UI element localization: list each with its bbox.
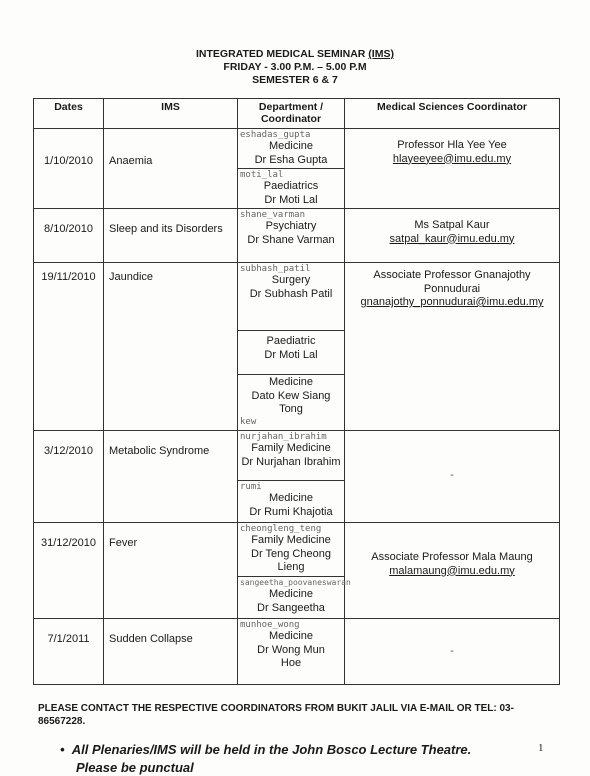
topic-cell: Fever	[104, 523, 238, 619]
coordinator-title: Professor Hla Yee Yee	[397, 139, 507, 151]
department-name: Paediatrics	[263, 180, 319, 192]
date-cell: 3/12/2010	[34, 431, 104, 523]
department-name: Paediatric	[266, 335, 316, 347]
coordinator-title: -	[450, 645, 454, 657]
department-name: Medicine	[268, 140, 314, 152]
department-name: Surgery	[271, 274, 311, 286]
coordinator-name: Dr Rumi Khajotia	[249, 505, 333, 518]
department-name: Family Medicine	[251, 442, 331, 454]
table-row	[34, 431, 560, 481]
title-text: INTEGRATED MEDICAL SEMINAR	[196, 48, 369, 60]
venue-bullet	[60, 742, 471, 758]
handwritten-note: cheongleng_teng	[240, 524, 322, 534]
coordinator-name: Dr Subhash Patil	[249, 287, 333, 300]
department-cell	[238, 263, 345, 331]
table-row	[34, 619, 560, 685]
topic-cell: Anaemia	[104, 129, 238, 209]
handwritten-note: sangeetha_poovaneswaran	[240, 578, 351, 587]
coordinator-name: Dr Shane Varman	[247, 233, 335, 246]
handwritten-note: subhash_patil	[240, 264, 311, 274]
coordinator-email-link[interactable]: hlayeeyee@imu.edu.my	[392, 152, 512, 165]
date-cell: 7/1/2011	[34, 619, 104, 685]
department-cell	[238, 577, 351, 619]
col-header-department: Department / Coordinator	[238, 99, 345, 129]
department-cell	[238, 481, 345, 523]
semester-label: SEMESTER 6 & 7	[252, 74, 338, 86]
coordinator-cell	[345, 619, 560, 685]
col-header-coordinator: Medical Sciences Coordinator	[345, 99, 560, 129]
page-number: 1	[538, 742, 544, 754]
department-cell	[238, 431, 345, 481]
handwritten-note: eshadas_gupta	[240, 130, 311, 140]
coordinator-title: -	[450, 469, 454, 481]
topic-cell: Sleep and its Disorders	[104, 209, 238, 263]
col-header-ims: IMS	[104, 99, 238, 129]
coordinator-name: Dr Sangeetha	[257, 601, 325, 614]
coordinator-title: Associate Professor Gnanajothy Ponnudurai	[373, 269, 531, 295]
coordinator-cell	[345, 523, 560, 619]
coordinator-name: Dr Esha Gupta	[254, 153, 328, 166]
coordinator-name: Dr Nurjahan Ibrahim	[241, 455, 341, 468]
coordinator-cell	[345, 263, 560, 431]
handwritten-note: shane_varman	[240, 210, 306, 220]
coordinator-title: Ms Satpal Kaur	[414, 219, 490, 231]
punctual-note: Please be punctual	[76, 760, 194, 775]
department-cell	[238, 169, 345, 209]
handwritten-note: nurjahan_ibrahim	[240, 432, 327, 442]
table-row	[34, 263, 560, 331]
table-row	[34, 523, 560, 577]
coordinator-cell	[345, 431, 560, 523]
coordinator-title: Associate Professor Mala Maung	[371, 551, 533, 563]
topic-cell: Metabolic Syndrome	[104, 431, 238, 523]
handwritten-note: kew	[240, 416, 257, 427]
department-name: Psychiatry	[265, 220, 317, 232]
department-cell	[238, 331, 345, 375]
date-cell: 8/10/2010	[34, 209, 104, 263]
department-cell	[238, 209, 345, 263]
department-name: Medicine	[268, 588, 314, 600]
department-name: Medicine	[268, 376, 314, 388]
document-title	[0, 48, 590, 60]
table-row	[34, 209, 560, 263]
col-header-dates: Dates	[34, 99, 104, 129]
title-abbrev: (IMS)	[368, 48, 394, 60]
department-cell	[238, 523, 345, 577]
seminar-schedule-table	[33, 98, 560, 685]
handwritten-note: rumi	[240, 482, 262, 492]
handwritten-note: moti_lal	[240, 170, 284, 180]
department-cell	[238, 619, 345, 685]
coordinator-name: Dato Kew Siang Tong	[251, 389, 331, 415]
schedule-time: FRIDAY - 3.00 P.M. – 5.00 P.M	[223, 61, 367, 73]
coordinator-name: Dr Teng Cheong Lieng	[251, 547, 331, 573]
department-name: Family Medicine	[251, 534, 331, 546]
contact-notice: PLEASE CONTACT THE RESPECTIVE COORDINATORS FROM BUKIT JALIL VIA E-MAIL OR TEL: 03-86567228.	[38, 703, 514, 727]
date-cell: 31/12/2010	[34, 523, 104, 619]
department-cell	[238, 375, 345, 431]
department-name: Medicine	[268, 630, 314, 642]
venue-text: All Plenaries/IMS will be held in the John Bosco Lecture Theatre.	[71, 742, 472, 757]
topic-cell: Jaundice	[104, 263, 238, 431]
date-cell: 19/11/2010	[34, 263, 104, 431]
handwritten-note: munhoe_wong	[240, 620, 300, 630]
department-cell	[238, 129, 345, 169]
coordinator-email-link[interactable]: malamaung@imu.edu.my	[389, 564, 515, 577]
coordinator-email-link[interactable]: gnanajothy_ponnudurai@imu.edu.my	[360, 296, 544, 308]
coordinator-cell	[345, 209, 560, 263]
table-row	[34, 129, 560, 169]
coordinator-cell	[345, 129, 560, 209]
bullet-icon: •	[60, 742, 72, 757]
coordinator-name: Dr Moti Lal	[264, 348, 318, 361]
date-cell: 1/10/2010	[34, 129, 104, 209]
coordinator-email-link[interactable]: satpal_kaur@imu.edu.my	[389, 232, 515, 245]
coordinator-name: Dr Wong Mun Hoe	[257, 643, 325, 669]
coordinator-name: Dr Moti Lal	[264, 193, 318, 206]
department-name: Medicine	[268, 492, 314, 504]
topic-cell: Sudden Collapse	[104, 619, 238, 685]
